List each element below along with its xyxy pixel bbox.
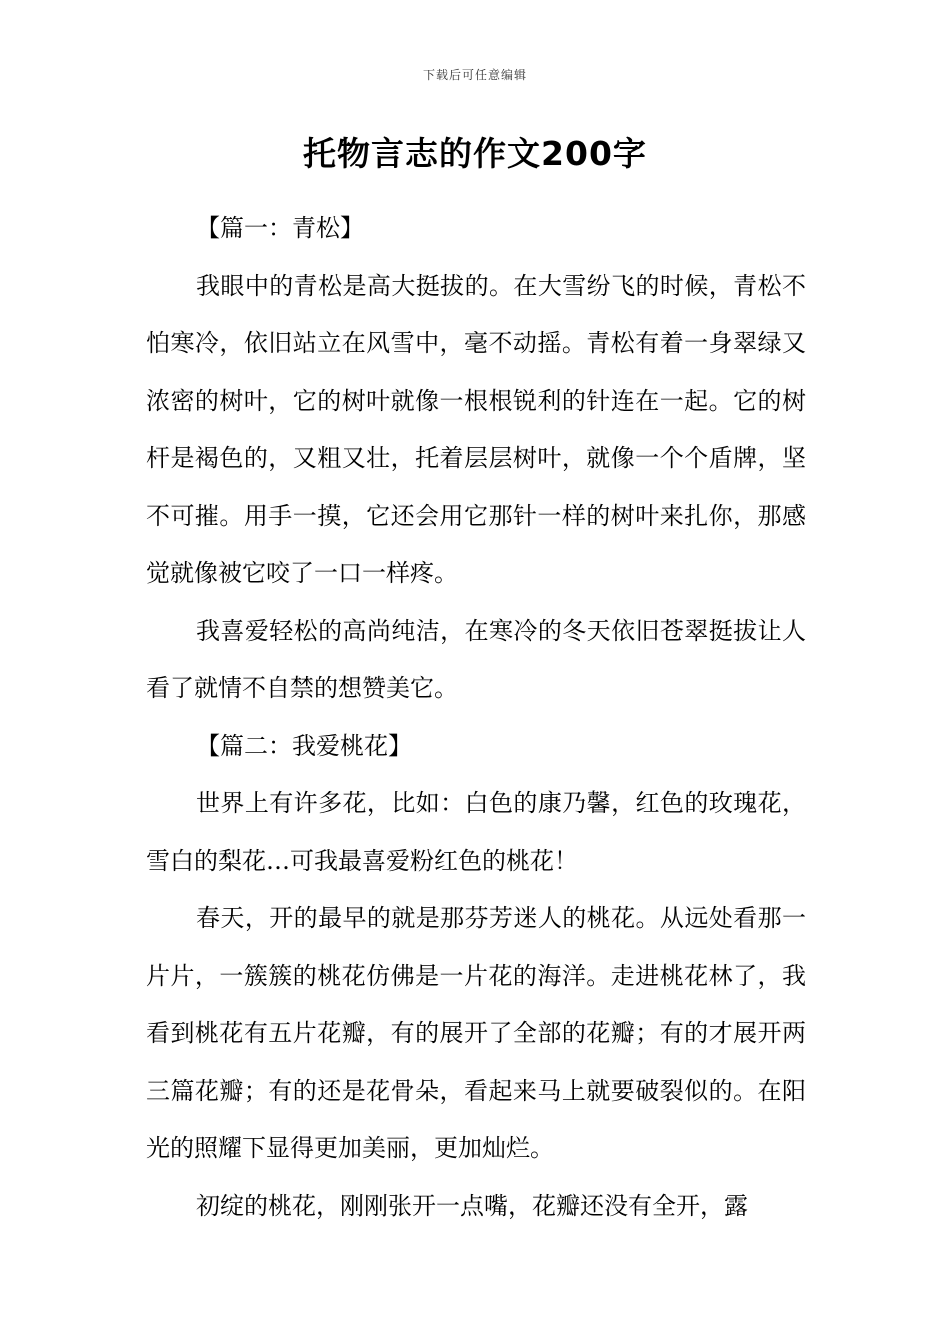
document-title: 托物言志的作文200字 [303,134,647,173]
paragraph-4: 春天，开的最早的就是那芬芳迷人的桃花。从远处看那一片片，一簇簇的桃花仿佛是一片花的海洋。走进桃花林了，我看到桃花有五片花瓣，有的展开了全部的花瓣；有的才展开两三篇花瓣；有的还是花骨朵，看起来马上就要破裂似的。在阳光的照耀下显得更加美丽，更加灿烂。 [146,904,806,1162]
document-body [146,200,806,1235]
paragraph-5: 初绽的桃花，刚刚张开一点嘴，花瓣还没有全开，露 [196,1191,748,1220]
paragraph-2: 我喜爱轻松的高尚纯洁，在寒冷的冬天依旧苍翠挺拔让人看了就情不自禁的想赞美它。 [146,616,806,702]
paragraph-3: 世界上有许多花，比如：白色的康乃馨，红色的玫瑰花，雪白的梨花…可我最喜爱粉红色的桃花！ [146,789,806,875]
section-heading-2: 【篇二：我爱桃花】 [196,731,412,760]
header-note: 下载后可任意编辑 [422,68,527,82]
paragraph-1: 我眼中的青松是高大挺拔的。在大雪纷飞的时候，青松不怕寒冷，依旧站立在风雪中，毫不动摇。青松有着一身翠绿又浓密的树叶，它的树叶就像一根根锐利的针连在一起。它的树杆是褐色的，又粗又壮，托着层层树叶，就像一个个盾牌，坚不可摧。用手一摸，它还会用它那针一样的树叶来扎你，那感觉就像被它咬了一口一样疼。 [146,271,806,587]
section-heading-1: 【篇一：青松】 [196,214,364,242]
